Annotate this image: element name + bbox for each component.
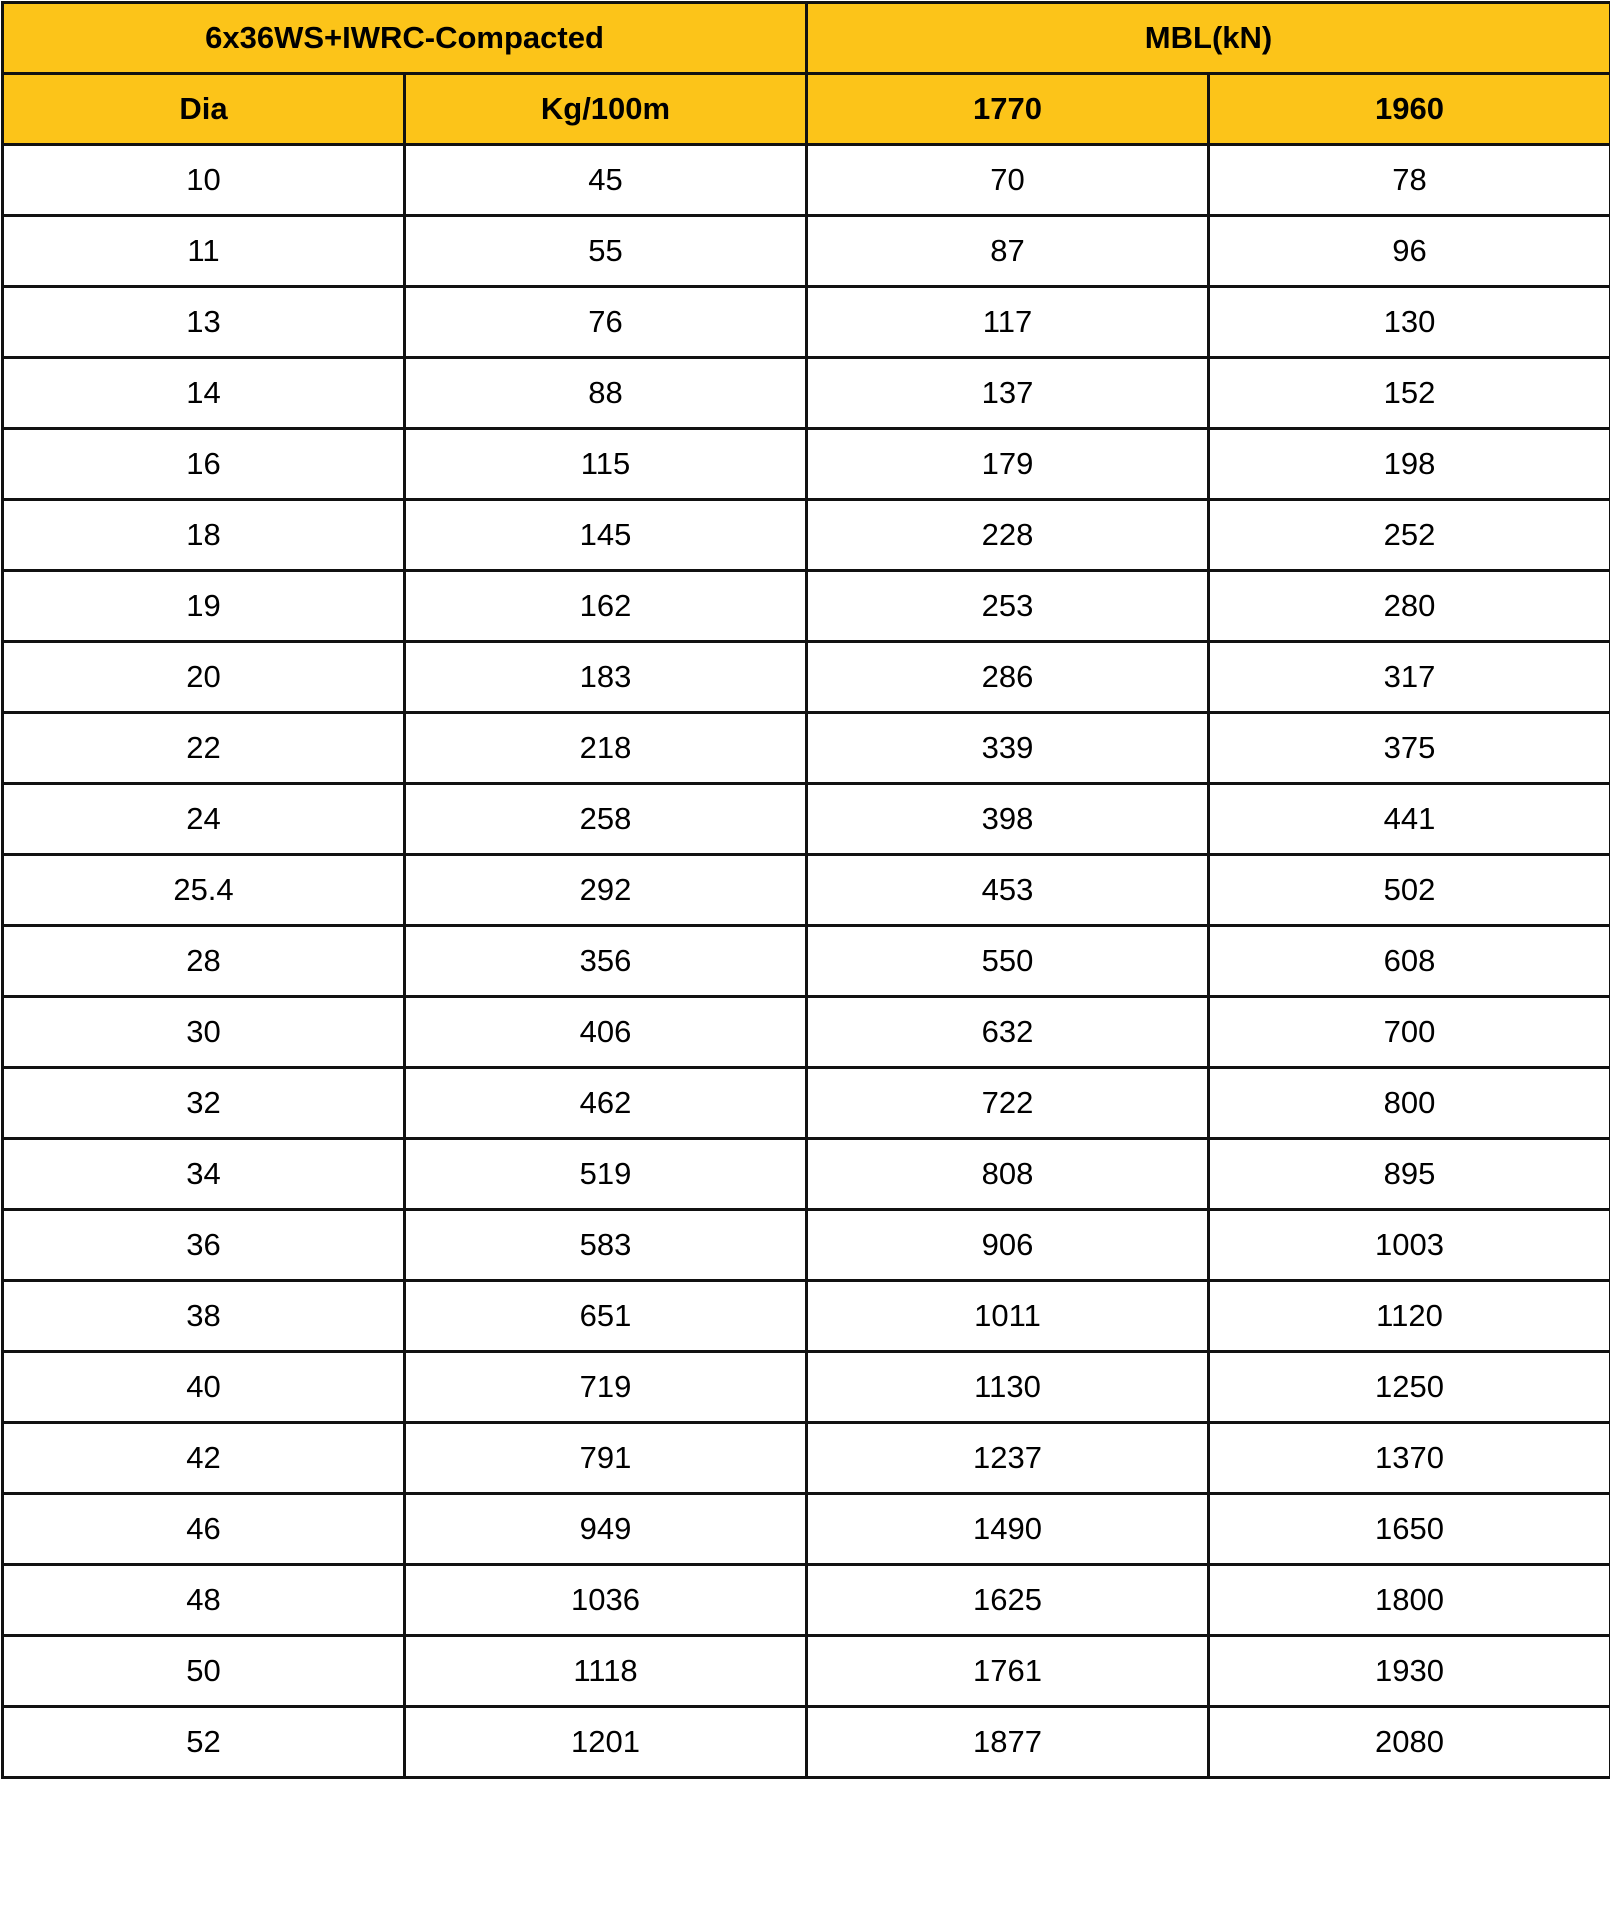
cell-dia: 14: [3, 358, 405, 429]
cell-mbl-1770: 632: [807, 997, 1209, 1068]
table-row: [3, 642, 1610, 713]
cell-mbl-1960: 1003: [1209, 1210, 1610, 1281]
cell-weight: 55: [405, 216, 807, 287]
cell-weight: 115: [405, 429, 807, 500]
cell-mbl-1770: 1130: [807, 1352, 1209, 1423]
cell-dia: 11: [3, 216, 405, 287]
table-row: [3, 1210, 1610, 1281]
table-row: [3, 997, 1610, 1068]
cell-weight: 145: [405, 500, 807, 571]
cell-mbl-1770: 550: [807, 926, 1209, 997]
cell-weight: 183: [405, 642, 807, 713]
column-header-grade-1770: 1770: [807, 74, 1209, 145]
cell-dia: 36: [3, 1210, 405, 1281]
cell-weight: 651: [405, 1281, 807, 1352]
cell-mbl-1960: 1650: [1209, 1494, 1610, 1565]
table-row: [3, 287, 1610, 358]
cell-weight: 462: [405, 1068, 807, 1139]
column-header-row: [3, 74, 1610, 145]
header-group-row: [3, 3, 1610, 74]
cell-mbl-1960: 317: [1209, 642, 1610, 713]
cell-mbl-1960: 1800: [1209, 1565, 1610, 1636]
cell-weight: 949: [405, 1494, 807, 1565]
cell-weight: 218: [405, 713, 807, 784]
cell-mbl-1960: 1930: [1209, 1636, 1610, 1707]
cell-weight: 88: [405, 358, 807, 429]
cell-mbl-1770: 1237: [807, 1423, 1209, 1494]
cell-dia: 28: [3, 926, 405, 997]
cell-dia: 13: [3, 287, 405, 358]
cell-weight: 406: [405, 997, 807, 1068]
column-header-grade-1960: 1960: [1209, 74, 1610, 145]
table-row: [3, 1707, 1610, 1778]
cell-mbl-1960: 502: [1209, 855, 1610, 926]
cell-mbl-1960: 800: [1209, 1068, 1610, 1139]
cell-weight: 162: [405, 571, 807, 642]
cell-mbl-1770: 117: [807, 287, 1209, 358]
cell-dia: 20: [3, 642, 405, 713]
cell-mbl-1770: 398: [807, 784, 1209, 855]
cell-mbl-1960: 252: [1209, 500, 1610, 571]
cell-dia: 52: [3, 1707, 405, 1778]
cell-weight: 1118: [405, 1636, 807, 1707]
column-header-dia: Dia: [3, 74, 405, 145]
cell-mbl-1770: 1011: [807, 1281, 1209, 1352]
table-row: [3, 1068, 1610, 1139]
cell-weight: 1036: [405, 1565, 807, 1636]
cell-dia: 22: [3, 713, 405, 784]
cell-mbl-1770: 906: [807, 1210, 1209, 1281]
cell-mbl-1960: 130: [1209, 287, 1610, 358]
cell-mbl-1770: 286: [807, 642, 1209, 713]
table-row: [3, 926, 1610, 997]
cell-mbl-1770: 339: [807, 713, 1209, 784]
table-body: [3, 145, 1610, 1778]
cell-dia: 40: [3, 1352, 405, 1423]
cell-mbl-1960: 1120: [1209, 1281, 1610, 1352]
cell-mbl-1770: 808: [807, 1139, 1209, 1210]
cell-mbl-1960: 1370: [1209, 1423, 1610, 1494]
cell-dia: 18: [3, 500, 405, 571]
construction-header: 6x36WS+IWRC-Compacted: [3, 3, 807, 74]
table-row: [3, 429, 1610, 500]
table-header: [3, 3, 1610, 145]
cell-mbl-1960: 2080: [1209, 1707, 1610, 1778]
table-row: [3, 855, 1610, 926]
column-header-weight: Kg/100m: [405, 74, 807, 145]
cell-dia: 25.4: [3, 855, 405, 926]
cell-mbl-1960: 152: [1209, 358, 1610, 429]
table-row: [3, 500, 1610, 571]
cell-dia: 30: [3, 997, 405, 1068]
cell-dia: 19: [3, 571, 405, 642]
table-row: [3, 784, 1610, 855]
cell-mbl-1770: 1877: [807, 1707, 1209, 1778]
table-row: [3, 1352, 1610, 1423]
cell-weight: 583: [405, 1210, 807, 1281]
cell-mbl-1960: 895: [1209, 1139, 1610, 1210]
table-row: [3, 358, 1610, 429]
cell-mbl-1770: 1625: [807, 1565, 1209, 1636]
cell-weight: 1201: [405, 1707, 807, 1778]
cell-dia: 16: [3, 429, 405, 500]
cell-mbl-1770: 87: [807, 216, 1209, 287]
cell-dia: 46: [3, 1494, 405, 1565]
cell-weight: 45: [405, 145, 807, 216]
cell-mbl-1960: 280: [1209, 571, 1610, 642]
cell-weight: 719: [405, 1352, 807, 1423]
table-row: [3, 1281, 1610, 1352]
cell-weight: 356: [405, 926, 807, 997]
table-row: [3, 713, 1610, 784]
cell-weight: 292: [405, 855, 807, 926]
cell-mbl-1770: 253: [807, 571, 1209, 642]
cell-mbl-1770: 722: [807, 1068, 1209, 1139]
cell-mbl-1960: 700: [1209, 997, 1610, 1068]
table-row: [3, 571, 1610, 642]
table-row: [3, 1636, 1610, 1707]
cell-mbl-1770: 137: [807, 358, 1209, 429]
cell-mbl-1960: 96: [1209, 216, 1610, 287]
cell-weight: 76: [405, 287, 807, 358]
cell-mbl-1960: 198: [1209, 429, 1610, 500]
cell-mbl-1960: 441: [1209, 784, 1610, 855]
cell-mbl-1960: 78: [1209, 145, 1610, 216]
cell-mbl-1770: 1490: [807, 1494, 1209, 1565]
cell-weight: 791: [405, 1423, 807, 1494]
cell-weight: 258: [405, 784, 807, 855]
cell-dia: 50: [3, 1636, 405, 1707]
cell-mbl-1770: 70: [807, 145, 1209, 216]
cell-mbl-1960: 375: [1209, 713, 1610, 784]
mbl-header: MBL(kN): [807, 3, 1610, 74]
cell-mbl-1770: 1761: [807, 1636, 1209, 1707]
cell-dia: 42: [3, 1423, 405, 1494]
cell-mbl-1770: 179: [807, 429, 1209, 500]
cell-dia: 38: [3, 1281, 405, 1352]
table-row: [3, 216, 1610, 287]
cell-dia: 34: [3, 1139, 405, 1210]
cell-dia: 10: [3, 145, 405, 216]
rope-spec-table: [1, 1, 1610, 1779]
cell-dia: 32: [3, 1068, 405, 1139]
table-row: [3, 1494, 1610, 1565]
table-row: [3, 1139, 1610, 1210]
table-row: [3, 1565, 1610, 1636]
table-row: [3, 1423, 1610, 1494]
cell-mbl-1960: 1250: [1209, 1352, 1610, 1423]
table-row: [3, 145, 1610, 216]
cell-mbl-1770: 228: [807, 500, 1209, 571]
cell-mbl-1770: 453: [807, 855, 1209, 926]
cell-mbl-1960: 608: [1209, 926, 1610, 997]
cell-weight: 519: [405, 1139, 807, 1210]
cell-dia: 24: [3, 784, 405, 855]
cell-dia: 48: [3, 1565, 405, 1636]
